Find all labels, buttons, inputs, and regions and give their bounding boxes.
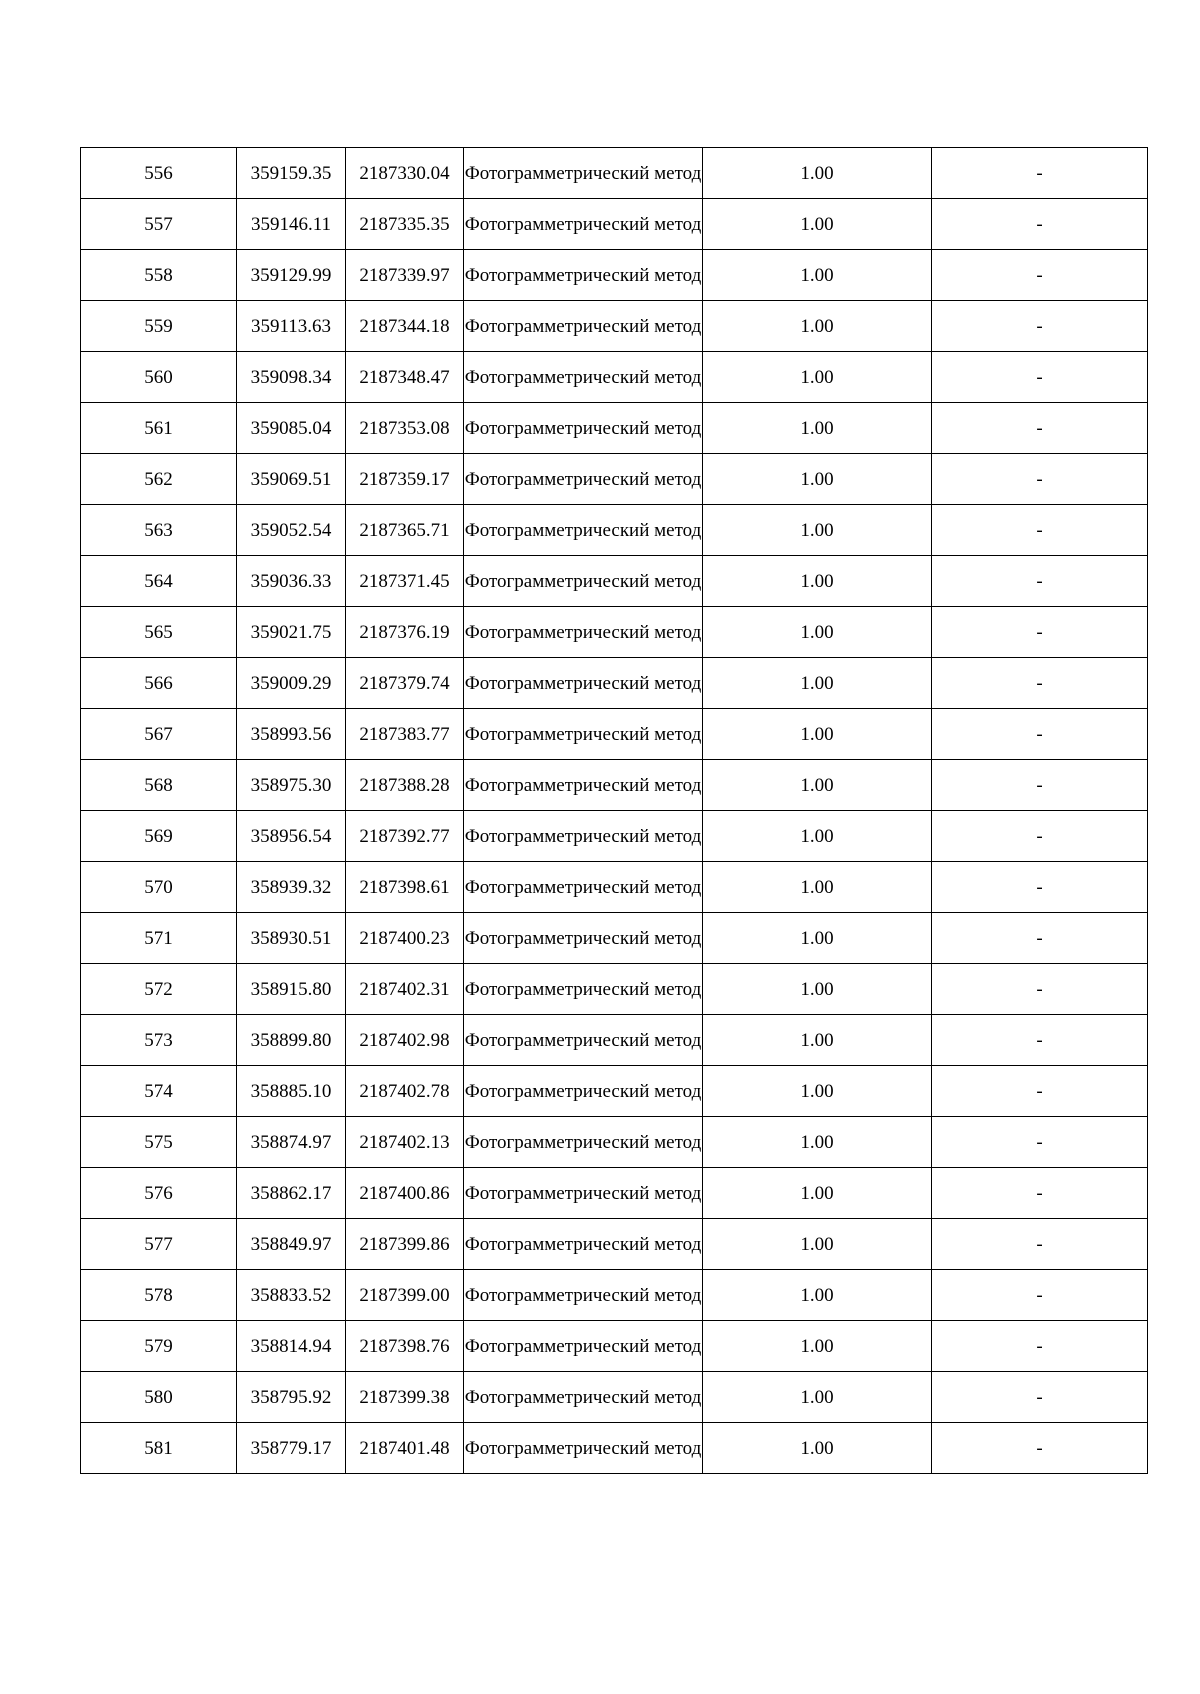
note-cell: -	[932, 556, 1148, 607]
y-coordinate-cell: 2187401.48	[346, 1423, 464, 1474]
point-number-cell: 574	[81, 1066, 237, 1117]
y-coordinate-cell: 2187399.00	[346, 1270, 464, 1321]
method-cell: Фотограмметрический метод	[464, 658, 703, 709]
point-number-cell: 575	[81, 1117, 237, 1168]
table-row	[81, 1117, 1148, 1168]
method-cell: Фотограмметрический метод	[464, 454, 703, 505]
y-coordinate-cell: 2187398.61	[346, 862, 464, 913]
table-row	[81, 658, 1148, 709]
accuracy-cell: 1.00	[703, 505, 932, 556]
method-cell: Фотограмметрический метод	[464, 403, 703, 454]
accuracy-cell: 1.00	[703, 199, 932, 250]
x-coordinate-cell: 359069.51	[237, 454, 346, 505]
method-cell: Фотограмметрический метод	[464, 352, 703, 403]
point-number-cell: 559	[81, 301, 237, 352]
coordinates-table-body	[81, 148, 1148, 1474]
y-coordinate-cell: 2187399.38	[346, 1372, 464, 1423]
x-coordinate-cell: 358939.32	[237, 862, 346, 913]
table-row	[81, 913, 1148, 964]
y-coordinate-cell: 2187339.97	[346, 250, 464, 301]
note-cell: -	[932, 964, 1148, 1015]
x-coordinate-cell: 358975.30	[237, 760, 346, 811]
accuracy-cell: 1.00	[703, 403, 932, 454]
point-number-cell: 562	[81, 454, 237, 505]
method-cell: Фотограмметрический метод	[464, 1423, 703, 1474]
accuracy-cell: 1.00	[703, 1219, 932, 1270]
y-coordinate-cell: 2187388.28	[346, 760, 464, 811]
y-coordinate-cell: 2187400.86	[346, 1168, 464, 1219]
method-cell: Фотограмметрический метод	[464, 556, 703, 607]
note-cell: -	[932, 1219, 1148, 1270]
method-cell: Фотограмметрический метод	[464, 1168, 703, 1219]
method-cell: Фотограмметрический метод	[464, 1219, 703, 1270]
coordinates-table	[80, 147, 1148, 1474]
table-row	[81, 1015, 1148, 1066]
x-coordinate-cell: 358814.94	[237, 1321, 346, 1372]
point-number-cell: 570	[81, 862, 237, 913]
x-coordinate-cell: 359113.63	[237, 301, 346, 352]
y-coordinate-cell: 2187376.19	[346, 607, 464, 658]
y-coordinate-cell: 2187398.76	[346, 1321, 464, 1372]
point-number-cell: 564	[81, 556, 237, 607]
y-coordinate-cell: 2187371.45	[346, 556, 464, 607]
point-number-cell: 581	[81, 1423, 237, 1474]
table-row	[81, 607, 1148, 658]
y-coordinate-cell: 2187365.71	[346, 505, 464, 556]
note-cell: -	[932, 352, 1148, 403]
accuracy-cell: 1.00	[703, 454, 932, 505]
accuracy-cell: 1.00	[703, 1015, 932, 1066]
table-row	[81, 199, 1148, 250]
method-cell: Фотограмметрический метод	[464, 811, 703, 862]
note-cell: -	[932, 607, 1148, 658]
note-cell: -	[932, 505, 1148, 556]
point-number-cell: 566	[81, 658, 237, 709]
accuracy-cell: 1.00	[703, 862, 932, 913]
y-coordinate-cell: 2187402.78	[346, 1066, 464, 1117]
point-number-cell: 565	[81, 607, 237, 658]
x-coordinate-cell: 359146.11	[237, 199, 346, 250]
accuracy-cell: 1.00	[703, 301, 932, 352]
y-coordinate-cell: 2187400.23	[346, 913, 464, 964]
method-cell: Фотограмметрический метод	[464, 1270, 703, 1321]
accuracy-cell: 1.00	[703, 964, 932, 1015]
method-cell: Фотограмметрический метод	[464, 1321, 703, 1372]
y-coordinate-cell: 2187402.98	[346, 1015, 464, 1066]
table-row	[81, 1219, 1148, 1270]
point-number-cell: 556	[81, 148, 237, 199]
x-coordinate-cell: 359009.29	[237, 658, 346, 709]
y-coordinate-cell: 2187379.74	[346, 658, 464, 709]
table-row	[81, 760, 1148, 811]
accuracy-cell: 1.00	[703, 352, 932, 403]
accuracy-cell: 1.00	[703, 148, 932, 199]
accuracy-cell: 1.00	[703, 1066, 932, 1117]
method-cell: Фотограмметрический метод	[464, 709, 703, 760]
point-number-cell: 560	[81, 352, 237, 403]
accuracy-cell: 1.00	[703, 1372, 932, 1423]
accuracy-cell: 1.00	[703, 709, 932, 760]
y-coordinate-cell: 2187402.13	[346, 1117, 464, 1168]
table-row	[81, 403, 1148, 454]
table-row	[81, 505, 1148, 556]
table-row	[81, 964, 1148, 1015]
x-coordinate-cell: 358795.92	[237, 1372, 346, 1423]
table-row	[81, 556, 1148, 607]
method-cell: Фотограмметрический метод	[464, 1066, 703, 1117]
note-cell: -	[932, 1015, 1148, 1066]
y-coordinate-cell: 2187399.86	[346, 1219, 464, 1270]
table-row	[81, 454, 1148, 505]
note-cell: -	[932, 301, 1148, 352]
table-row	[81, 1168, 1148, 1219]
point-number-cell: 569	[81, 811, 237, 862]
table-row	[81, 1321, 1148, 1372]
note-cell: -	[932, 811, 1148, 862]
point-number-cell: 578	[81, 1270, 237, 1321]
note-cell: -	[932, 1117, 1148, 1168]
note-cell: -	[932, 658, 1148, 709]
accuracy-cell: 1.00	[703, 811, 932, 862]
method-cell: Фотограмметрический метод	[464, 607, 703, 658]
y-coordinate-cell: 2187402.31	[346, 964, 464, 1015]
note-cell: -	[932, 913, 1148, 964]
note-cell: -	[932, 1423, 1148, 1474]
accuracy-cell: 1.00	[703, 1117, 932, 1168]
table-row	[81, 709, 1148, 760]
x-coordinate-cell: 358915.80	[237, 964, 346, 1015]
y-coordinate-cell: 2187335.35	[346, 199, 464, 250]
point-number-cell: 579	[81, 1321, 237, 1372]
x-coordinate-cell: 358779.17	[237, 1423, 346, 1474]
method-cell: Фотограмметрический метод	[464, 148, 703, 199]
table-row	[81, 1270, 1148, 1321]
x-coordinate-cell: 358899.80	[237, 1015, 346, 1066]
x-coordinate-cell: 358874.97	[237, 1117, 346, 1168]
table-row	[81, 811, 1148, 862]
note-cell: -	[932, 760, 1148, 811]
table-row	[81, 1423, 1148, 1474]
accuracy-cell: 1.00	[703, 1168, 932, 1219]
note-cell: -	[932, 1321, 1148, 1372]
method-cell: Фотограмметрический метод	[464, 250, 703, 301]
accuracy-cell: 1.00	[703, 1321, 932, 1372]
y-coordinate-cell: 2187392.77	[346, 811, 464, 862]
point-number-cell: 561	[81, 403, 237, 454]
y-coordinate-cell: 2187383.77	[346, 709, 464, 760]
point-number-cell: 572	[81, 964, 237, 1015]
note-cell: -	[932, 403, 1148, 454]
x-coordinate-cell: 359052.54	[237, 505, 346, 556]
table-row	[81, 352, 1148, 403]
method-cell: Фотограмметрический метод	[464, 1117, 703, 1168]
y-coordinate-cell: 2187359.17	[346, 454, 464, 505]
table-row	[81, 250, 1148, 301]
accuracy-cell: 1.00	[703, 1423, 932, 1474]
x-coordinate-cell: 359129.99	[237, 250, 346, 301]
note-cell: -	[932, 1168, 1148, 1219]
x-coordinate-cell: 358956.54	[237, 811, 346, 862]
point-number-cell: 563	[81, 505, 237, 556]
x-coordinate-cell: 358849.97	[237, 1219, 346, 1270]
note-cell: -	[932, 709, 1148, 760]
x-coordinate-cell: 359085.04	[237, 403, 346, 454]
note-cell: -	[932, 454, 1148, 505]
method-cell: Фотограмметрический метод	[464, 1015, 703, 1066]
accuracy-cell: 1.00	[703, 1270, 932, 1321]
method-cell: Фотограмметрический метод	[464, 760, 703, 811]
x-coordinate-cell: 358862.17	[237, 1168, 346, 1219]
note-cell: -	[932, 1066, 1148, 1117]
point-number-cell: 568	[81, 760, 237, 811]
note-cell: -	[932, 1372, 1148, 1423]
table-row	[81, 1066, 1148, 1117]
x-coordinate-cell: 358885.10	[237, 1066, 346, 1117]
table-row	[81, 148, 1148, 199]
accuracy-cell: 1.00	[703, 607, 932, 658]
x-coordinate-cell: 358930.51	[237, 913, 346, 964]
method-cell: Фотограмметрический метод	[464, 862, 703, 913]
accuracy-cell: 1.00	[703, 658, 932, 709]
y-coordinate-cell: 2187348.47	[346, 352, 464, 403]
x-coordinate-cell: 359098.34	[237, 352, 346, 403]
accuracy-cell: 1.00	[703, 556, 932, 607]
method-cell: Фотограмметрический метод	[464, 505, 703, 556]
accuracy-cell: 1.00	[703, 760, 932, 811]
x-coordinate-cell: 359021.75	[237, 607, 346, 658]
method-cell: Фотограмметрический метод	[464, 301, 703, 352]
x-coordinate-cell: 359159.35	[237, 148, 346, 199]
note-cell: -	[932, 862, 1148, 913]
method-cell: Фотограмметрический метод	[464, 913, 703, 964]
x-coordinate-cell: 359036.33	[237, 556, 346, 607]
x-coordinate-cell: 358833.52	[237, 1270, 346, 1321]
note-cell: -	[932, 250, 1148, 301]
y-coordinate-cell: 2187344.18	[346, 301, 464, 352]
y-coordinate-cell: 2187330.04	[346, 148, 464, 199]
method-cell: Фотограмметрический метод	[464, 964, 703, 1015]
method-cell: Фотограмметрический метод	[464, 1372, 703, 1423]
y-coordinate-cell: 2187353.08	[346, 403, 464, 454]
accuracy-cell: 1.00	[703, 250, 932, 301]
table-row	[81, 301, 1148, 352]
point-number-cell: 580	[81, 1372, 237, 1423]
x-coordinate-cell: 358993.56	[237, 709, 346, 760]
point-number-cell: 576	[81, 1168, 237, 1219]
point-number-cell: 557	[81, 199, 237, 250]
point-number-cell: 577	[81, 1219, 237, 1270]
table-row	[81, 1372, 1148, 1423]
note-cell: -	[932, 199, 1148, 250]
accuracy-cell: 1.00	[703, 913, 932, 964]
note-cell: -	[932, 1270, 1148, 1321]
point-number-cell: 573	[81, 1015, 237, 1066]
point-number-cell: 571	[81, 913, 237, 964]
note-cell: -	[932, 148, 1148, 199]
method-cell: Фотограмметрический метод	[464, 199, 703, 250]
point-number-cell: 558	[81, 250, 237, 301]
point-number-cell: 567	[81, 709, 237, 760]
table-row	[81, 862, 1148, 913]
